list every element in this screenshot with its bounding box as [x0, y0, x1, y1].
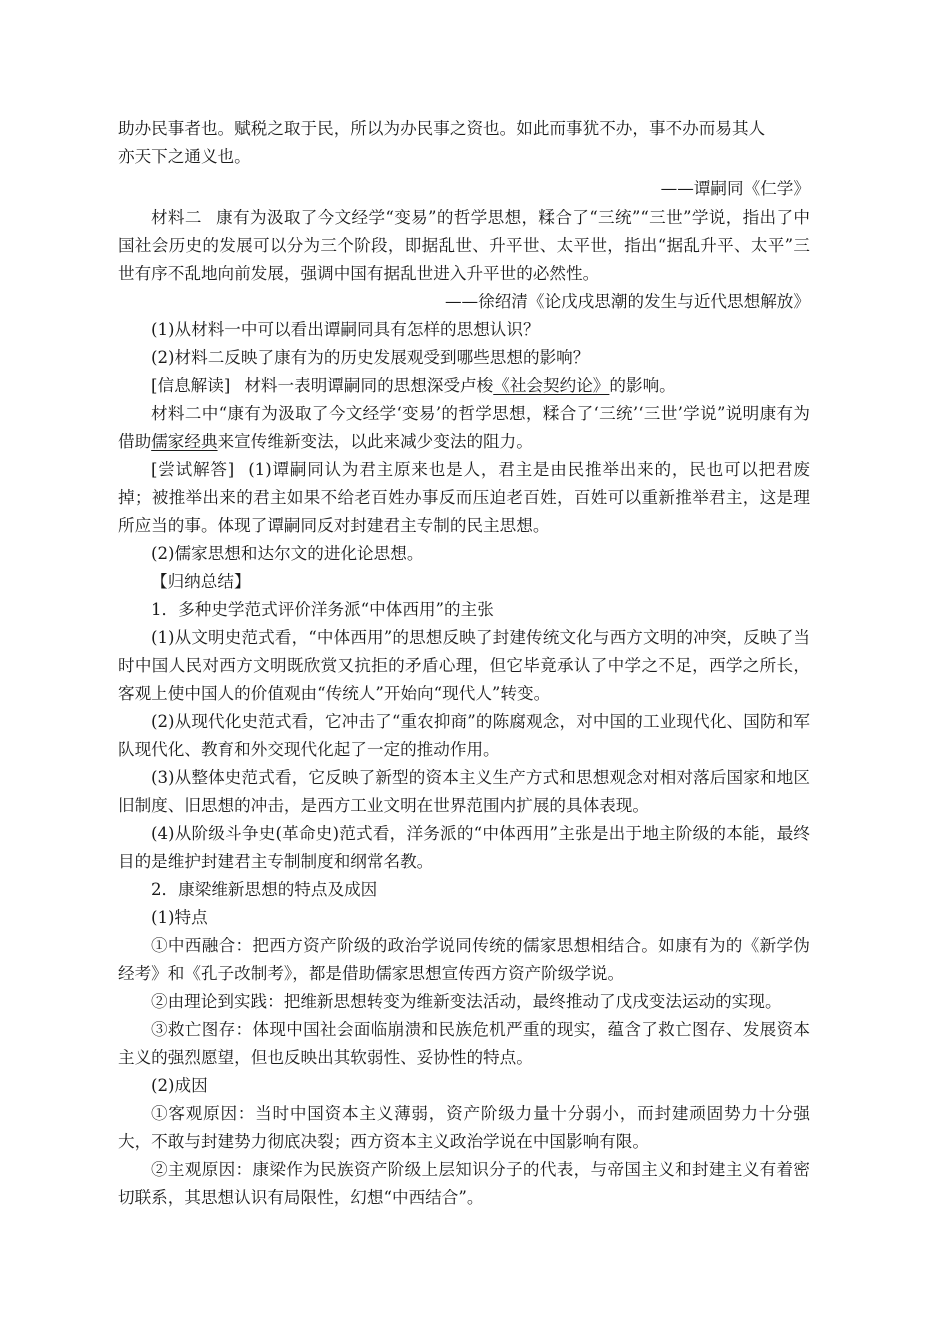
answer-tag: [尝试解答]	[151, 460, 235, 479]
summary-s1-item-2: (2)从现代化史范式看，它冲击了“重农抑商”的陈腐观念，对中国的工业现代化、国防和军队现代化、教育和外交现代化起了一定的推动作用。	[118, 712, 810, 760]
summary-section-2-title: 2．康梁维新思想的特点及成因	[151, 880, 378, 899]
material2-label: 材料二	[151, 208, 202, 227]
info-text-before: 材料一表明谭嗣同的思想深受卢梭	[244, 376, 494, 395]
material2-text: 康有为汲取了今文经学“变易”的哲学思想，糅合了“三统”“三世”学说，指出了中国社会历史的发展可以分为三个阶段，即据乱世、升平世、太平世，指出“据乱升平、太平”三世有序不乱地向前发展，强调中国有据乱世进入升平世的必然性。	[118, 208, 810, 284]
info-p2-before: 材料二中“康有为汲取了今文经学‘变易’的哲学思想，糅合了‘三统’‘三世’学说”说明康有为借助	[118, 404, 810, 452]
answer-1-text: (1)谭嗣同认为君主原来也是人，君主是由民推举出来的，民也可以把君废掉；被推举出来的君主如果不给老百姓办事反而压迫老百姓，百姓可以重新推举君主，这是理所应当的事。体现了谭嗣同反对封建君主专制的民主思想。	[118, 460, 810, 536]
info-book-title: 《社会契约论》	[493, 376, 610, 395]
quote1-line2: 亦天下之通义也。	[118, 147, 251, 166]
answer-paragraph-1	[118, 456, 810, 541]
feature-item-3: ③救亡图存：体现中国社会面临崩溃和民族危机严重的现实，蕴含了救亡图存、发展资本主义的强烈愿望，但也反映出其软弱性、妥协性的特点。	[118, 1020, 810, 1068]
summary-section-1-title: 1．多种史学范式评价洋务派“中体西用”的主张	[151, 600, 494, 619]
question-1: (1)从材料一中可以看出谭嗣同具有怎样的思想认识？	[151, 320, 540, 339]
causes-title: (2)成因	[151, 1076, 208, 1095]
summary-heading: 【归纳总结】	[151, 572, 251, 591]
features-title: (1)特点	[151, 908, 208, 927]
feature-item-2: ②由理论到实践：把维新思想转变为维新变法活动，最终推动了戊戌变法运动的实现。	[151, 992, 782, 1011]
question-2: (2)材料二反映了康有为的历史发展观受到哪些思想的影响？	[151, 348, 590, 367]
material2-paragraph	[118, 204, 810, 289]
quote1-source: ——谭嗣同《仁学》	[660, 179, 810, 198]
cause-item-1: ①客观原因：当时中国资本主义薄弱，资产阶级力量十分弱小，而封建顽固势力十分强大，不敢与封建势力彻底决裂；西方资本主义政治学说在中国影响有限。	[118, 1104, 810, 1152]
answer-paragraph-2: (2)儒家思想和达尔文的进化论思想。	[151, 544, 424, 563]
summary-s1-item-4: (4)从阶级斗争史(革命史)范式看，洋务派的“中体西用”主张是出于地主阶级的本能，最终目的是维护封建君主专制制度和纲常名教。	[118, 824, 810, 872]
feature-item-1: ①中西融合：把西方资产阶级的政治学说同传统的儒家思想相结合。如康有为的《新学伪经考》和《孔子改制考》，都是借助儒家思想宣传西方资产阶级学说。	[118, 936, 810, 984]
info-paragraph-2	[118, 400, 810, 456]
summary-s1-item-3: (3)从整体史范式看，它反映了新型的资本主义生产方式和思想观念对相对落后国家和地区旧制度、旧思想的冲击，是西方工业文明在世界范围内扩展的具体表现。	[118, 768, 810, 816]
material2-source: ——徐绍清《论戊戌思潮的发生与近代思想解放》	[444, 292, 810, 311]
quote1-line1: 助办民事者也。赋税之取于民，所以为办民事之资也。如此而事犹不办，事不办而易其人	[118, 119, 766, 138]
info-tag: [信息解读]	[151, 376, 231, 395]
info-paragraph-1	[118, 372, 810, 400]
info-p2-underlined: 儒家经典	[151, 432, 218, 452]
cause-item-2: ②主观原因：康梁作为民族资产阶级上层知识分子的代表，与帝国主义和封建主义有着密切联系，其思想认识有局限性，幻想“中西结合”。	[118, 1160, 810, 1208]
summary-s1-item-1: (1)从文明史范式看，“中体西用”的思想反映了封建传统文化与西方文明的冲突，反映了当时中国人民对西方文明既欣赏又抗拒的矛盾心理，但它毕竟承认了中学之不足，西学之所长，客观上使中国人的价值观由“传统人”开始向“现代人”转变。	[118, 628, 810, 704]
info-p2-after: 来宣传维新变法，以此来减少变法的阻力。	[217, 432, 533, 452]
info-text-after: 的影响。	[609, 376, 676, 395]
